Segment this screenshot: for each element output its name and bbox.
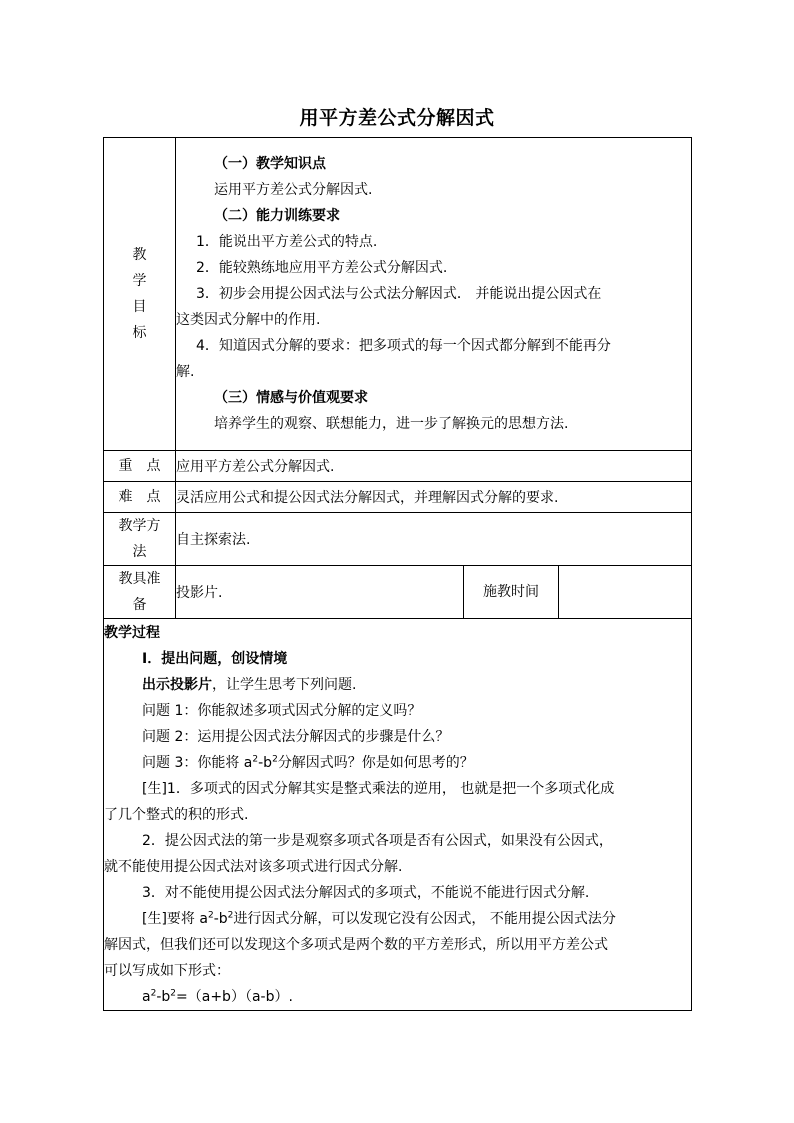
process-content: [104, 619, 692, 1011]
goals-line: 运用平方差公式分解因式.: [214, 182, 373, 198]
goals-label-cell: [104, 138, 176, 451]
lesson-plan-table: [103, 137, 692, 1011]
process-row: [104, 619, 692, 1011]
goals-line: 这类因式分解中的作用.: [176, 312, 321, 328]
goals-subheading: （二）能力训练要求: [214, 208, 340, 224]
goals-subheading: （一）教学知识点: [214, 156, 326, 172]
method-content: 自主探索法.: [176, 513, 692, 566]
goals-line: 1．能说出平方差公式的特点.: [196, 234, 378, 250]
section-heading: Ⅰ．提出问题，创设情境: [142, 650, 288, 667]
process-heading: 教学过程: [104, 624, 160, 641]
answer-2-line-1: 2．提公因式法的第一步是观察多项式各项是否有公因式，如果没有公因式，: [142, 832, 613, 849]
key-point-label: 重 点: [104, 451, 176, 482]
tools-content: 投影片.: [176, 566, 464, 619]
tools-row: [104, 566, 692, 619]
difficulty-row: [104, 482, 692, 513]
question-3: 问题 3：你能将 $a^2-b^2$分解因式吗？你是如何思考的？: [142, 753, 474, 771]
goals-row: [104, 138, 692, 451]
difficulty-label: 难 点: [104, 482, 176, 513]
goals-lines: [176, 151, 691, 437]
key-point-content: 应用平方差公式分解因式.: [176, 451, 692, 482]
goals-label: 教 学 目 标: [132, 247, 147, 341]
answer-1-line-1: [生]1．多项式的因式分解其实是整式乘法的逆用， 也就是把一个多项式化成: [142, 780, 615, 797]
goals-line: 解.: [176, 364, 195, 380]
page-title: 用平方差公式分解因式: [299, 107, 495, 129]
goals-content: [176, 138, 692, 451]
answer-4-line-2: 解因式，但我们还可以发现这个多项式是两个数的平方差形式，所以用平方差公式: [104, 936, 608, 953]
difficulty-content: 灵活应用公式和提公因式法分解因式，并理解因式分解的要求.: [176, 482, 692, 513]
method-label: 教学方 法: [104, 513, 176, 566]
answer-4-line-3: 可以写成如下形式：: [104, 962, 230, 979]
goals-line: 培养学生的观察、联想能力，进一步了解换元的思想方法.: [214, 416, 569, 432]
goals-line: 2．能较熟练地应用平方差公式分解因式.: [196, 260, 448, 276]
question-2: 问题 2：运用提公因式法分解因式的步骤是什么？: [142, 728, 450, 745]
formula-line: $a^2-b^2=(a+b)(a-b)$.: [142, 987, 293, 1005]
key-point-row: [104, 451, 692, 482]
goals-line: 4．知道因式分解的要求：把多项式的每一个因式都分解到不能再分: [196, 338, 611, 354]
answer-4-line-1: [生]要将 $a^2-b^2$进行因式分解，可以发现它没有公因式， 不能用提公因式法分: [142, 909, 616, 927]
goals-subheading: （三）情感与价值观要求: [214, 390, 368, 406]
time-label: 施教时间: [464, 566, 559, 619]
show-slide-line: 出示投影片，让学生思考下列问题.: [142, 676, 357, 693]
goals-line: 3．初步会用提公因式法与公式法分解因式． 并能说出提公因式在: [196, 286, 602, 302]
method-row: [104, 513, 692, 566]
answer-1-line-2: 了几个整式的积的形式.: [104, 806, 249, 823]
answer-2-line-2: 就不能使用提公因式法对该多项式进行因式分解.: [104, 858, 403, 875]
tools-label: 教具准 备: [104, 566, 176, 619]
answer-3: 3．对不能使用提公因式法分解因式的多项式，不能说不能进行因式分解.: [142, 884, 590, 901]
time-value: [559, 566, 692, 619]
question-1: 问题 1：你能叙述多项式因式分解的定义吗？: [142, 702, 422, 719]
